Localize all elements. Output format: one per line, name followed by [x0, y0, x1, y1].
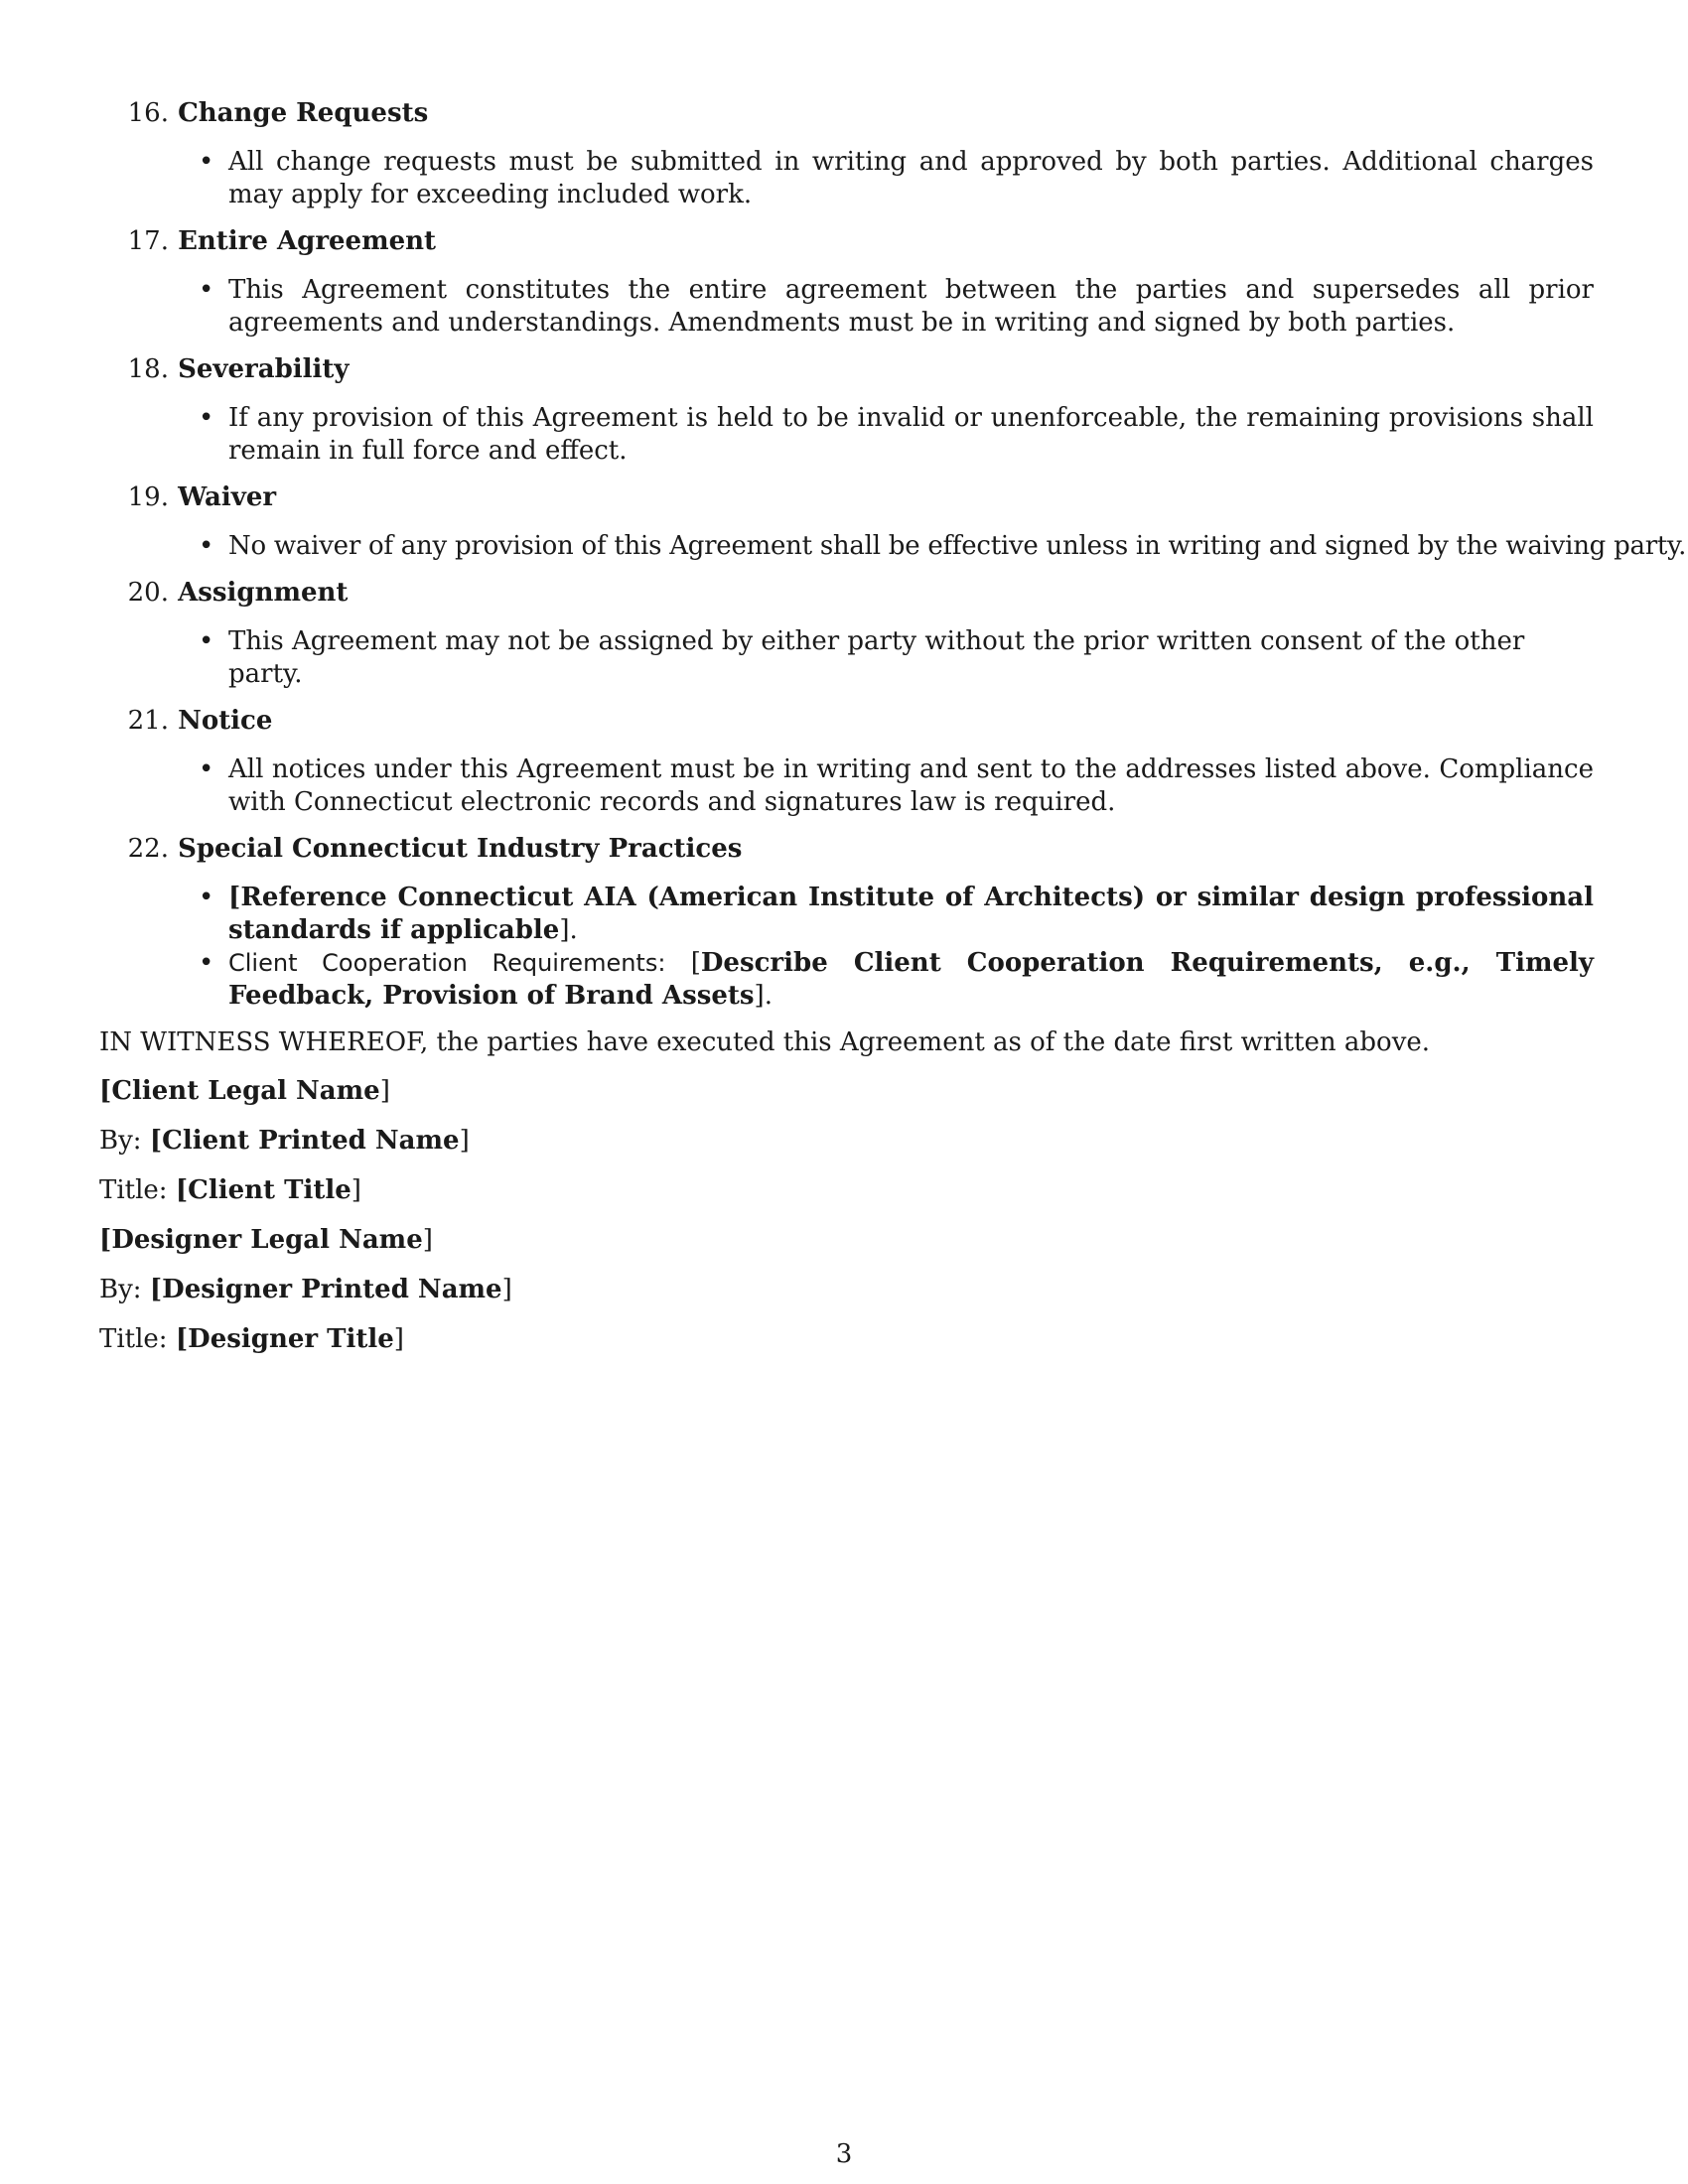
section-notice [99, 705, 1594, 819]
section-number: 20. [127, 578, 169, 608]
section-change-requests [99, 97, 1594, 211]
section-number: 21. [127, 706, 169, 736]
client-by-line: By: [Client Printed Name] [99, 1126, 470, 1156]
section-heading [99, 481, 1594, 514]
by-label: By: [99, 1126, 142, 1156]
section-title: Assignment [178, 578, 349, 608]
cooperation-placeholder: Describe Client Cooperation Requirements, e.g., Timely Feedback, Provision of Brand Assets [228, 948, 1594, 1011]
designer-legal-name: Designer Legal Name [111, 1225, 423, 1255]
designer-title: Designer Title [188, 1324, 394, 1354]
section-number: 17. [127, 226, 169, 256]
bullet-list [99, 146, 1594, 211]
client-legal-name: Client Legal Name [111, 1076, 380, 1106]
section-title: Special Connecticut Industry Practices [178, 834, 743, 864]
designer-printed-name: Designer Printed Name [162, 1275, 502, 1304]
section-title: Waiver [178, 482, 277, 512]
client-title-line: Title: [Client Title] [99, 1175, 361, 1205]
designer-legal-name-line: [Designer Legal Name] [99, 1225, 433, 1255]
bullet-list [99, 274, 1594, 340]
bullet-item: • This Agreement constitutes the entire agreement between the parties and supersedes all prior agreements and understandings. Amendments must be in writing and signed by both parties. [228, 274, 1594, 340]
section-special-connecticut-practices [99, 833, 1594, 1013]
bullet-item: • All change requests must be submitted in writing and approved by both parties. Additional charges may apply for exceeding included work. [228, 146, 1594, 211]
designer-by-line: By: [Designer Printed Name] [99, 1275, 512, 1304]
section-number: 22. [127, 834, 169, 864]
reference-placeholder: Reference Connecticut AIA (American Institute of Architects) or similar design professional standards if applicable [228, 883, 1594, 945]
bullet-list [99, 530, 1687, 563]
bullet-item-reference: • [Reference Connecticut AIA (American Institute of Architects) or similar design professional standards if applicable]. [228, 882, 1594, 947]
section-heading [99, 353, 1594, 386]
section-heading [99, 225, 1594, 258]
section-entire-agreement [99, 225, 1594, 340]
bullet-item-cooperation: • Client Cooperation Requirements: [Describe Client Cooperation Requirements, e.g., Timely Feedback, Provision of Brand Assets]. [228, 947, 1594, 1013]
section-heading [99, 577, 1594, 610]
section-title: Entire Agreement [178, 226, 437, 256]
page-number: 3 [835, 2139, 853, 2169]
client-legal-name-line: [Client Legal Name] [99, 1076, 390, 1106]
section-severability [99, 353, 1594, 468]
section-waiver [99, 481, 1687, 563]
title-label: Title: [99, 1175, 168, 1205]
bullet-list [99, 402, 1594, 468]
bullet-list [99, 753, 1594, 819]
cooperation-label: Client Cooperation Requirements: [228, 949, 666, 977]
section-number: 18. [127, 354, 169, 384]
document-page [99, 97, 1687, 1373]
section-number: 19. [127, 482, 169, 512]
section-assignment [99, 577, 1594, 691]
section-title: Notice [178, 706, 273, 736]
witness-statement: IN WITNESS WHEREOF, the parties have executed this Agreement as of the date first written above. [99, 1027, 1431, 1057]
bullet-item: • This Agreement may not be assigned by either party without the prior written consent of the other party. [228, 625, 1594, 691]
bullet-item: • All notices under this Agreement must be in writing and sent to the addresses listed above. Compliance with Connecticut electronic records and signatures law is required. [228, 753, 1594, 819]
section-title: Change Requests [178, 98, 429, 128]
client-title: Client Title [188, 1175, 352, 1205]
section-number: 16. [127, 98, 169, 128]
by-label: By: [99, 1275, 142, 1304]
section-heading [99, 97, 1594, 130]
section-heading [99, 705, 1594, 738]
section-heading [99, 833, 1594, 866]
bullet-item: • If any provision of this Agreement is held to be invalid or unenforceable, the remaining provisions shall remain in full force and effect. [228, 402, 1594, 468]
section-title: Severability [178, 354, 350, 384]
client-printed-name: Client Printed Name [162, 1126, 460, 1156]
bullet-list [99, 625, 1594, 691]
bullet-list [99, 882, 1594, 1013]
bullet-item: • No waiver of any provision of this Agreement shall be effective unless in writing and signed by the waiving party. [228, 530, 1594, 563]
designer-title-line: Title: [Designer Title] [99, 1324, 404, 1354]
title-label: Title: [99, 1324, 168, 1354]
